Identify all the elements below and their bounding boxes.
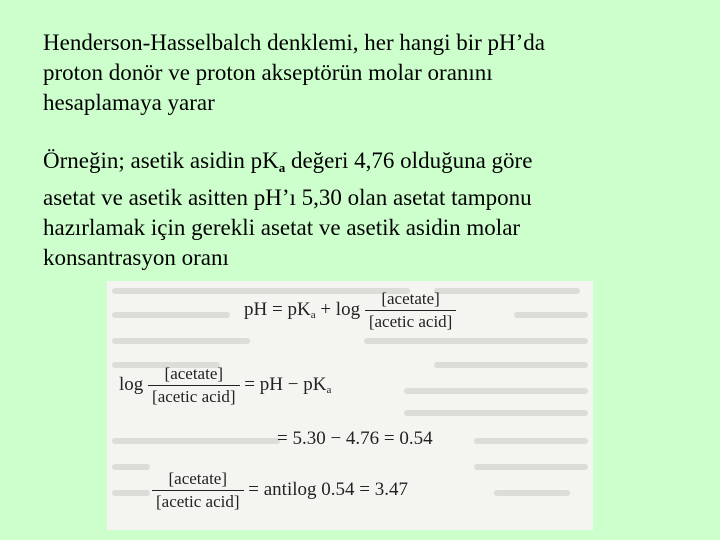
fraction-denominator: [acetic acid] bbox=[156, 492, 240, 511]
intro-paragraph bbox=[43, 28, 703, 118]
equals-sign: = bbox=[244, 373, 256, 395]
antilog-result: = antilog 0.54 = 3.47 bbox=[248, 478, 408, 500]
plus-log: + log bbox=[320, 298, 361, 320]
example-line bbox=[43, 146, 703, 183]
pka-symbol: pKa bbox=[287, 298, 316, 321]
equation-1 bbox=[244, 289, 456, 332]
example-line-start: Örneğin; asetik asidin pK bbox=[43, 148, 279, 173]
fraction-numerator: [acetate] bbox=[152, 469, 244, 491]
ratio-fraction bbox=[152, 469, 244, 512]
example-line: asetat ve asetik asitten pH’ı 5,30 olan asetat tamponu bbox=[43, 185, 532, 210]
equation-2 bbox=[119, 364, 331, 407]
equation-4 bbox=[152, 469, 408, 512]
pka-subscript: a bbox=[278, 160, 286, 175]
minus-sign: − bbox=[287, 373, 299, 395]
ratio-fraction bbox=[365, 289, 457, 332]
log-label: log bbox=[119, 373, 144, 395]
intro-line: Henderson-Hasselbalch denklemi, her hangi bir pH’da bbox=[43, 30, 546, 55]
example-line: hazırlamak için gerekli asetat ve asetik asidin molar bbox=[43, 215, 521, 240]
subtraction-result: = 5.30 − 4.76 = 0.54 bbox=[277, 428, 433, 449]
fraction-numerator: [acetate] bbox=[365, 289, 457, 311]
pka-symbol: pKa bbox=[303, 373, 332, 396]
fraction-numerator: [acetate] bbox=[148, 364, 240, 386]
ratio-fraction bbox=[148, 364, 240, 407]
example-paragraph bbox=[43, 146, 703, 273]
equals-sign: = bbox=[271, 298, 283, 320]
fraction-denominator: [acetic acid] bbox=[152, 387, 236, 406]
equation-3 bbox=[277, 428, 433, 450]
ph-symbol: pH bbox=[259, 373, 283, 395]
equation-image bbox=[107, 281, 593, 530]
example-line: konsantrasyon oranı bbox=[43, 245, 229, 270]
intro-line: proton donör ve proton akseptörün molar oranını bbox=[43, 60, 493, 85]
ph-symbol: pH bbox=[244, 298, 268, 320]
intro-line: hesaplamaya yarar bbox=[43, 90, 215, 115]
fraction-denominator: [acetic acid] bbox=[368, 312, 453, 331]
example-line-end: değeri 4,76 olduğuna göre bbox=[285, 148, 533, 173]
